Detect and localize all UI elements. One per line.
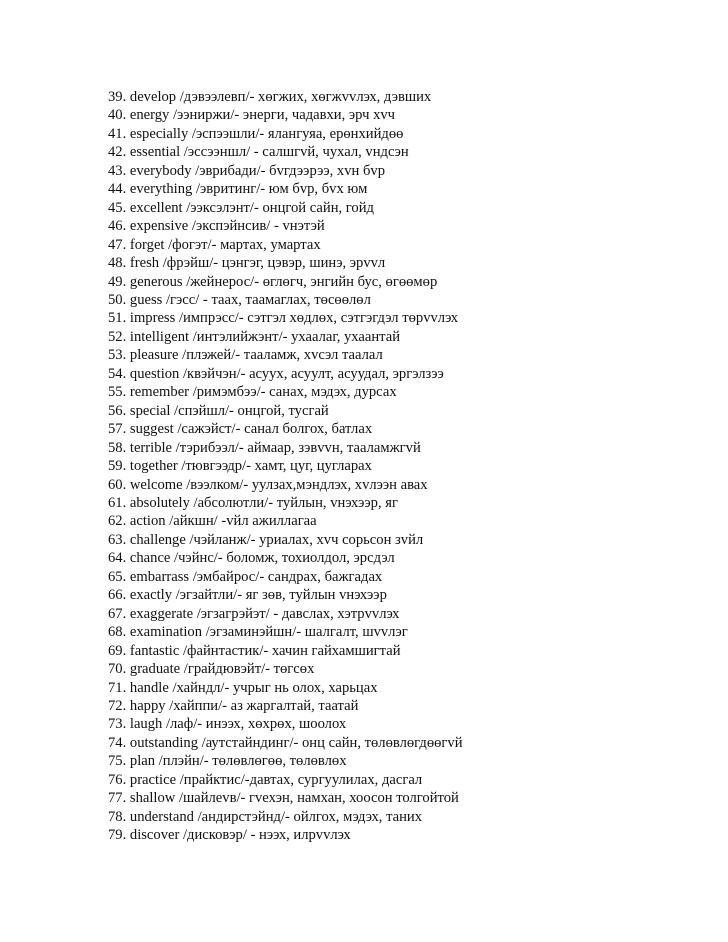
vocab-entry: 60. welcome /вээлком/- уулзах,мэндлэх, хvлээн авах bbox=[108, 476, 428, 493]
vocab-entry: 56. special /спэйшл/- онцгой, тусгай bbox=[108, 402, 329, 419]
vocab-entry: 72. happy /хайппи/- аз жаргалтай, таатай bbox=[108, 697, 359, 714]
vocab-entry: 48. fresh /фрэйш/- цэнгэг, цэвэр, шинэ, эрvvл bbox=[108, 255, 386, 272]
vocab-entry: 62. action /айкшн/ -vйл ажиллагаа bbox=[108, 513, 317, 530]
vocab-entry: 70. graduate /грайдювэйт/- төгсөх bbox=[108, 661, 315, 678]
vocab-entry: 51. impress /импрэсс/- сэтгэл хөдлөх, сэтгэгдэл төрvvлэх bbox=[108, 310, 459, 327]
vocab-entry: 54. question /квэйчэн/- асуух, асуулт, асуудал, эргэлзээ bbox=[108, 365, 444, 382]
vocab-entry: 71. handle /хайндл/- учрыг нь олох, харьцах bbox=[108, 679, 378, 696]
vocab-entry: 65. embarrass /эмбайрос/- сандрах, бажгадах bbox=[108, 568, 383, 585]
vocab-entry: 42. essential /эссээншл/ - салшгvй, чухал, vндсэн bbox=[108, 144, 409, 161]
vocab-entry: 64. chance /чэйнс/- боломж, тохиолдол, эрсдэл bbox=[108, 550, 395, 567]
vocab-entry: 57. suggest /сажэйст/- санал болгох, батлах bbox=[108, 421, 373, 438]
vocab-entry: 39. develop /дэвээлевп/- хөгжих, хөгжvvлэх, дэвших bbox=[108, 89, 432, 105]
vocab-entry: 53. pleasure /плэжей/- таалaмж, хvсэл таалал bbox=[108, 347, 383, 364]
vocab-entry: 69. fantastic /файнтастик/- хачин гайхамшигтай bbox=[108, 642, 401, 659]
vocab-entry: 52. intelligent /интэлийжэнт/- ухаалаг, ухаантай bbox=[108, 328, 401, 345]
vocabulary-list bbox=[108, 88, 708, 845]
vocab-entry: 68. examination /эгзаминэйшн/- шалгалт, шvvлэг bbox=[108, 624, 408, 641]
vocab-entry: 44. everything /эвритинг/- юм бvр, бvх юм bbox=[108, 181, 368, 198]
vocab-entry: 41. especially /эспээшли/- ялангуяа, ерөнхийдөө bbox=[108, 125, 404, 142]
vocab-entry: 78. understand /андирстэйнд/- ойлгох, мэдэх, таних bbox=[108, 808, 423, 825]
vocab-entry: 67. exaggerate /эгзагрэйэт/ - давслах, хэтрvvлэх bbox=[108, 605, 400, 622]
vocab-entry: 55. remember /римэмбээ/- санах, мэдэх, дурсах bbox=[108, 384, 397, 401]
vocab-entry: 79. discover /дисковэр/ - нээх, илрvvлэх bbox=[108, 827, 351, 844]
vocab-entry: 58. terrible /тэрибээл/- аймаар, зэвvvн, тааламжгvй bbox=[108, 439, 421, 456]
vocab-entry: 73. laugh /лаф/- инээх, хөхрөх, шоолох bbox=[108, 716, 347, 733]
vocab-entry: 74. outstanding /аутстайндинг/- онц сайн, төлөвлөгдөөгvй bbox=[108, 734, 463, 751]
vocab-entry: 46. expensive /экспэйнсив/ - vнэтэй bbox=[108, 218, 325, 235]
vocab-entry: 63. challenge /чэйланж/- уриалах, хvч сорьсон зvйл bbox=[108, 531, 424, 548]
vocab-entry: 61. absolutely /абсолютли/- туйлын, vнэхээр, яг bbox=[108, 494, 398, 511]
vocab-entry: 45. excellent /ээксэлэнт/- онцгой сайн, гойд bbox=[108, 199, 374, 216]
vocab-entry: 76. practice /прайктис/-давтах, сургуулилах, дасгал bbox=[108, 771, 423, 788]
vocab-entry: 40. energy /ээниржи/- энерги, чадавхи, эрч хvч bbox=[108, 107, 396, 124]
vocab-entry: 66. exactly /эгзайтли/- яг зөв, туйлын vнэхээр bbox=[108, 587, 387, 604]
vocab-entry: 77. shallow /шайлеvв/- гvехэн, намхан, хоосон толгойтой bbox=[108, 790, 459, 807]
vocab-entry: 75. plan /плэйн/- төлөвлөгөө, төлөвлөх bbox=[108, 753, 347, 770]
vocab-entry: 50. guess /гэсс/ - таах, таамаглах, төсөөлөл bbox=[108, 291, 371, 308]
vocab-entry: 59. together /тювгээдр/- хамт, цуг, цугларах bbox=[108, 458, 372, 475]
vocab-entry: 49. generous /жейнерос/- өглөгч, энгийн бус, өгөөмөр bbox=[108, 273, 438, 290]
vocab-entry: 43. everybody /эврибади/- бvгдээрээ, хvн бvр bbox=[108, 162, 386, 179]
vocab-entry: 47. forget /фогэт/- мартах, умартах bbox=[108, 236, 321, 253]
